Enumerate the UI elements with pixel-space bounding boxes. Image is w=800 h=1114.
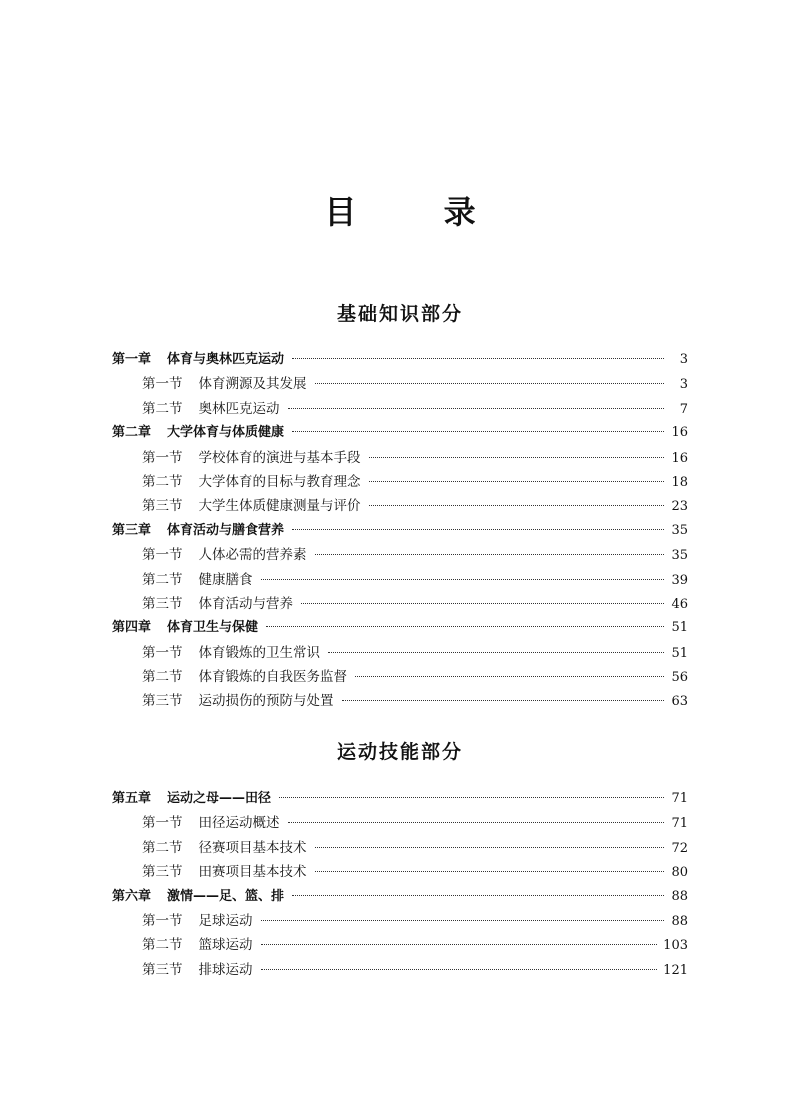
dot-leader — [288, 408, 665, 409]
page-number: 16 — [671, 450, 688, 466]
section-title: 径赛项目基本技术 — [198, 839, 307, 856]
section-number: 第二节 — [142, 473, 183, 490]
part-title-sports-skills: 运动技能部分 — [336, 741, 463, 763]
toc-section-row[interactable] — [112, 958, 688, 982]
section-number: 第三节 — [142, 864, 183, 881]
page-number: 35 — [671, 548, 688, 564]
toc-section-row[interactable] — [112, 860, 688, 884]
toc-section-row[interactable] — [112, 543, 688, 567]
toc-section-row[interactable] — [112, 689, 688, 713]
section-title: 大学体育的目标与教育理念 — [198, 473, 361, 490]
section-title: 足球运动 — [198, 912, 253, 929]
section-number: 第一节 — [142, 644, 183, 661]
section-title: 田赛项目基本技术 — [198, 864, 307, 881]
section-title: 篮球运动 — [198, 937, 253, 954]
section-title: 人体必需的营养素 — [198, 547, 307, 564]
dot-leader — [315, 383, 665, 384]
page-number: 46 — [671, 596, 688, 612]
section-title: 学校体育的演进与基本手段 — [198, 449, 361, 466]
section-number: 第一节 — [142, 547, 183, 564]
page-number: 72 — [671, 840, 688, 856]
toc-chapter-row[interactable] — [112, 616, 688, 640]
dot-leader — [342, 700, 665, 701]
dot-leader — [292, 895, 664, 896]
dot-leader — [355, 676, 664, 677]
section-number: 第一节 — [142, 912, 183, 929]
toc-section-row[interactable] — [112, 372, 688, 396]
chapter-number: 第五章 — [112, 791, 152, 806]
page-number: 3 — [679, 377, 688, 393]
section-number: 第二节 — [142, 571, 183, 588]
section-title: 大学生体质健康测量与评价 — [198, 498, 361, 515]
toc-section-row[interactable] — [112, 811, 688, 835]
page-number: 63 — [671, 694, 688, 710]
toc-list-sports-skills — [112, 787, 688, 982]
page-number: 88 — [671, 888, 688, 904]
section-title: 田径运动概述 — [198, 815, 280, 832]
chapter-title: 大学体育与体质健康 — [167, 425, 285, 441]
section-title: 体育锻炼的卫生常识 — [198, 644, 320, 661]
dot-leader — [292, 529, 664, 530]
section-number: 第二节 — [142, 937, 183, 954]
toc-section-row[interactable] — [112, 568, 688, 592]
page-number: 121 — [663, 962, 688, 978]
page-number: 71 — [671, 791, 688, 806]
page-number: 88 — [671, 913, 688, 929]
dot-leader — [315, 554, 665, 555]
page-number: 103 — [663, 938, 688, 954]
section-title: 体育锻炼的自我医务监督 — [198, 669, 347, 686]
chapter-title: 体育活动与膳食营养 — [167, 522, 285, 538]
page-number: 7 — [679, 401, 688, 417]
toc-section-row[interactable] — [112, 494, 688, 518]
dot-leader — [301, 603, 664, 604]
toc-section-row[interactable] — [112, 933, 688, 957]
toc-section-row[interactable] — [112, 641, 688, 665]
toc-section-row[interactable] — [112, 446, 688, 470]
page-number: 35 — [671, 522, 688, 538]
toc-section-row[interactable] — [112, 836, 688, 860]
dot-leader — [315, 871, 665, 872]
section-number: 第三节 — [142, 961, 183, 978]
section-title: 奥林匹克运动 — [198, 400, 280, 417]
dot-leader — [369, 505, 665, 506]
toc-section-row[interactable] — [112, 397, 688, 421]
section-number: 第一节 — [142, 815, 183, 832]
toc-chapter-row[interactable] — [112, 519, 688, 543]
part-title-basic-knowledge: 基础知识部分 — [336, 303, 463, 325]
dot-leader — [261, 920, 665, 921]
section-title: 健康膳食 — [198, 571, 253, 588]
dot-leader — [261, 969, 658, 970]
page-number: 3 — [679, 352, 688, 367]
toc-chapter-row[interactable] — [112, 348, 688, 372]
section-title: 体育活动与营养 — [198, 595, 293, 612]
page-number: 23 — [671, 499, 688, 515]
dot-leader — [279, 797, 664, 798]
chapter-title: 激情——足、篮、排 — [167, 888, 285, 904]
toc-chapter-row[interactable] — [112, 421, 688, 445]
toc-chapter-row[interactable] — [112, 885, 688, 909]
chapter-number: 第四章 — [112, 620, 152, 636]
dot-leader — [261, 579, 665, 580]
page-number: 80 — [671, 865, 688, 881]
section-number: 第三节 — [142, 498, 183, 515]
page-number: 39 — [671, 572, 688, 588]
chapter-number: 第一章 — [112, 352, 152, 367]
toc-chapter-row[interactable] — [112, 787, 688, 811]
page-number: 51 — [671, 645, 688, 661]
page-number: 18 — [671, 474, 688, 490]
section-number: 第三节 — [142, 595, 183, 612]
chapter-title: 运动之母——田径 — [167, 791, 272, 806]
page-title: 目 录 — [324, 193, 514, 231]
section-title: 排球运动 — [198, 961, 253, 978]
section-number: 第二节 — [142, 669, 183, 686]
section-number: 第二节 — [142, 839, 183, 856]
toc-section-row[interactable] — [112, 592, 688, 616]
toc-section-row[interactable] — [112, 665, 688, 689]
dot-leader — [288, 822, 665, 823]
dot-leader — [315, 847, 665, 848]
page-number: 16 — [671, 425, 688, 441]
section-number: 第一节 — [142, 376, 183, 393]
chapter-number: 第六章 — [112, 888, 152, 904]
section-number: 第二节 — [142, 400, 183, 417]
dot-leader — [266, 626, 664, 627]
page-number: 51 — [671, 620, 688, 636]
dot-leader — [369, 481, 665, 482]
section-number: 第一节 — [142, 449, 183, 466]
section-title: 体育溯源及其发展 — [198, 376, 307, 393]
page-number: 71 — [671, 816, 688, 832]
chapter-number: 第三章 — [112, 522, 152, 538]
dot-leader — [292, 431, 664, 432]
chapter-title: 体育与奥林匹克运动 — [167, 352, 285, 367]
section-number: 第三节 — [142, 693, 183, 710]
section-title: 运动损伤的预防与处置 — [198, 693, 334, 710]
dot-leader — [369, 457, 665, 458]
toc-section-row[interactable] — [112, 909, 688, 933]
chapter-title: 体育卫生与保健 — [167, 620, 259, 636]
dot-leader — [328, 652, 664, 653]
dot-leader — [292, 358, 664, 359]
dot-leader — [261, 944, 658, 945]
toc-list-basic-knowledge — [112, 348, 688, 714]
page-number: 56 — [671, 670, 688, 686]
toc-section-row[interactable] — [112, 470, 688, 494]
chapter-number: 第二章 — [112, 425, 152, 441]
